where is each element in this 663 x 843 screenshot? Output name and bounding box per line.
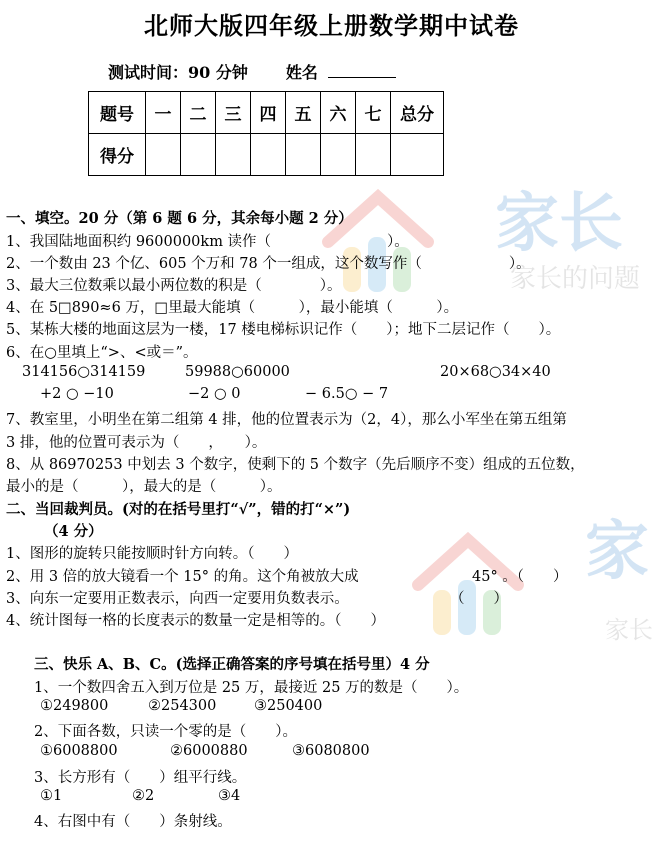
name-label: 姓名	[285, 63, 318, 82]
question-line: 2、一个数由 23 个亿、605 个万和 78 个一组成，这个数写作（ ）。	[6, 256, 531, 272]
compare-item: +2 ○ −10	[40, 386, 114, 402]
question-line: 6、在○里填上“>、<或＝”。	[6, 345, 198, 361]
watermark-slogan-bottom: 家长	[605, 616, 653, 644]
compare-item: − 6.5○ − 7	[305, 386, 389, 402]
watermark-brand-top: 家长	[495, 187, 623, 261]
compare-item: 20×68○34×40	[440, 364, 551, 380]
section-heading: 一、填空。20 分（第 6 题 6 分，其余每小题 2 分）	[6, 210, 353, 227]
question-line: 1、图形的旋转只能按顺时针方向转。（ ）	[6, 546, 298, 562]
page-title: 北师大版四年级上册数学期中试卷	[144, 11, 519, 40]
option-item: ②6000880	[170, 743, 248, 759]
question-line: 3、最大三位数乘以最小两位数的积是（ ）。	[6, 278, 342, 294]
compare-item: −2 ○ 0	[188, 386, 241, 402]
table-cell: 得分	[89, 134, 146, 176]
question-line: 最小的是（ ），最大的是（ ）。	[6, 479, 282, 495]
compare-item: 59988○60000	[185, 364, 290, 380]
question-line: 2、用 3 倍的放大镜看一个 15° 的角。这个角被放大成	[6, 569, 359, 585]
option-item: ③6080800	[292, 743, 370, 759]
score-table-header-row	[89, 92, 444, 134]
option-item: ②2	[132, 788, 155, 804]
question-line: 4、在 5□890≈6 万，□里最大能填（ ），最小能填（ ）。	[6, 300, 459, 316]
option-item: ①249800	[40, 698, 109, 714]
question-line: 7、教室里，小明坐在第二组第 4 排，他的位置表示为（2，4），那么小军坐在第五组第	[6, 412, 567, 428]
option-item: ①1	[40, 788, 63, 804]
score-cell[interactable]	[181, 134, 216, 176]
table-cell: 四	[251, 92, 286, 134]
table-cell: 五	[286, 92, 321, 134]
score-cell[interactable]	[391, 134, 444, 176]
question-line: 3、长方形有（ ）组平行线。	[34, 770, 247, 786]
question-line: 8、从 86970253 中划去 3 个数字，使剩下的 5 个数字（先后顺序不变）组成的五位数，	[6, 457, 585, 473]
exam-info	[108, 60, 396, 83]
question-line: 1、一个数四舍五入到万位是 25 万，最接近 25 万的数是（ ）。	[34, 680, 469, 696]
score-cell[interactable]	[251, 134, 286, 176]
table-cell: 一	[146, 92, 181, 134]
table-cell: 二	[181, 92, 216, 134]
question-line: 1、我国陆地面积约 9600000km 读作（ ）。	[6, 234, 409, 250]
question-line: 4、右图中有（ ）条射线。	[34, 814, 232, 830]
table-cell: 总分	[391, 92, 444, 134]
score-cell[interactable]	[356, 134, 391, 176]
watermark-slogan-top: 家长的问题	[510, 264, 641, 294]
option-item: ②254300	[148, 698, 217, 714]
section-heading: 二、当回裁判员。(对的在括号里打“√”，错的打“×”)	[6, 501, 351, 518]
option-item: ③4	[218, 788, 241, 804]
question-line-tail: 45° 。（ ）	[472, 569, 568, 585]
watermark-brand-bottom: 家	[585, 515, 649, 589]
table-cell: 七	[356, 92, 391, 134]
score-cell[interactable]	[146, 134, 181, 176]
question-line: 5、某栋大楼的地面这层为一楼，17 楼电梯标识记作（ ）；地下二层记作（ ）。	[6, 322, 561, 338]
score-cell[interactable]	[321, 134, 356, 176]
question-line: 3、向东一定要用正数表示，向西一定要用负数表示。	[6, 591, 349, 607]
compare-item: 314156○314159	[22, 364, 146, 380]
score-cell[interactable]	[216, 134, 251, 176]
table-cell: 题号	[89, 92, 146, 134]
question-line: 3 排，他的位置可表示为（ ， ）。	[6, 435, 267, 451]
table-cell: 三	[216, 92, 251, 134]
exam-time: 测试时间：90 分钟	[108, 63, 248, 82]
score-table	[88, 91, 444, 176]
option-item: ③250400	[254, 698, 323, 714]
question-line: 4、统计图每一格的长度表示的数量一定是相等的。（ ）	[6, 613, 385, 629]
option-item: ①6008800	[40, 743, 118, 759]
score-table-score-row	[89, 134, 444, 176]
score-cell[interactable]	[286, 134, 321, 176]
question-line: 2、下面各数，只读一个零的是（ ）。	[34, 724, 297, 740]
section-heading: 三、快乐 A、B、C。(选择正确答案的序号填在括号里）4 分	[34, 656, 430, 673]
name-blank[interactable]	[328, 63, 396, 78]
section-points: （4 分）	[44, 523, 103, 540]
question-line-tail: （ ）	[450, 591, 508, 607]
table-cell: 六	[321, 92, 356, 134]
